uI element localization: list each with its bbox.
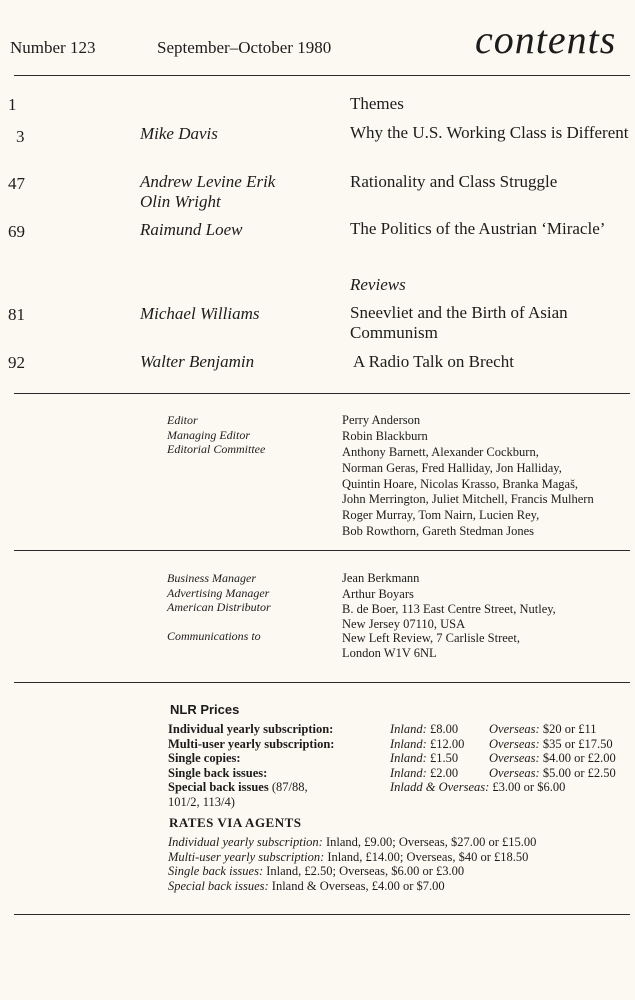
price-row [168,780,632,810]
divider [14,75,630,76]
toc-page-number: 92 [8,353,25,372]
agent-rate-label: Single back issues: [168,864,264,878]
page-title: contents [475,17,617,62]
overseas-price: $35 or £17.50 [542,737,613,751]
toc-page-number: 81 [8,305,25,324]
agent-rate-label: Multi-user yearly subscription: [168,850,325,864]
overseas-price: $5.00 or £2.50 [542,766,616,780]
overseas-label: Overseas: [489,751,540,765]
toc-page-number: 69 [8,222,25,241]
inland-price: £8.00 [429,722,459,736]
agent-rate-value: Inland, £14.00; Overseas, $40 or £18.50 [327,850,529,864]
distributor-address: New Jersey 07110, USA [342,617,466,631]
communications-address: London W1V 6NL [342,646,437,660]
toc-author: Andrew Levine Erik Olin Wright [140,172,276,211]
price-row [168,737,632,752]
distributor-address: B. de Boer, 113 East Centre Street, Nutley, [342,602,556,616]
toc-page-number: 1 [8,95,17,114]
divider [14,550,630,551]
managing-editor-name: Robin Blackburn [342,429,428,443]
advertising-manager-label: Advertising Manager [167,586,270,600]
price-row [168,751,632,766]
agent-rate-value: Inland, £9.00; Overseas, $27.00 or £15.00 [325,835,537,849]
inland-price: £1.50 [429,751,459,765]
toc-page-number: 3 [16,127,25,146]
price-label: Single copies: [168,751,241,765]
issue-date: September–October 1980 [157,38,332,57]
editor-name: Perry Anderson [342,413,421,427]
agent-rate-row [168,850,632,865]
inland-label: Inland: [390,737,427,751]
price-label: Multi-user yearly subscription: [168,737,335,751]
price-label: Individual yearly subscription: [168,722,334,736]
agent-rate-value: Inland & Overseas, £4.00 or $7.00 [271,879,445,893]
business-manager-label: Business Manager [167,571,256,585]
overseas-price: $4.00 or £2.00 [542,751,616,765]
issue-number: Number 123 [10,38,96,57]
advertising-manager-name: Arthur Boyars [342,587,414,601]
committee-line: Quintin Hoare, Nicolas Krasso, Branka Magaš, [342,477,579,491]
toc-title[interactable]: Sneevliet and the Birth of Asian Communism [350,303,568,342]
committee-line: Norman Geras, Fred Halliday, Jon Halliday, [342,461,562,475]
communications-label: Communications to [167,629,261,643]
divider [14,393,630,394]
overseas-label: Overseas: [489,766,540,780]
price-row [168,722,632,737]
committee-line: Roger Murray, Tom Nairn, Lucien Rey, [342,508,540,522]
communications-address: New Left Review, 7 Carlisle Street, [342,631,520,645]
divider [14,914,630,915]
toc-author: Raimund Loew [140,220,243,239]
committee-line: Anthony Barnett, Alexander Cockburn, [342,445,539,459]
price-row [168,766,632,781]
agent-rate-row [168,835,632,850]
price-label: Special back issues [168,780,269,794]
inland-label: Inland: [390,751,427,765]
toc-title[interactable]: A Radio Talk on Brecht [353,352,514,371]
inland-label: Inland: [390,766,427,780]
toc-title[interactable]: The Politics of the Austrian ‘Miracle’ [350,219,606,238]
american-distributor-label: American Distributor [167,600,271,614]
agent-rate-row [168,879,632,894]
toc-title[interactable]: Themes [350,94,404,113]
price-label: Single back issues: [168,766,268,780]
inland-label: Inland: [390,722,427,736]
toc-title[interactable]: Why the U.S. Working Class is Different [350,123,629,142]
inland-price: £12.00 [429,737,465,751]
agents-heading: RATES VIA AGENTS [169,815,302,830]
overseas-label: Overseas: [489,722,540,736]
committee-line: Bob Rowthorn, Gareth Stedman Jones [342,524,534,538]
special-price: £3.00 or $6.00 [492,780,566,794]
toc-page-number: 47 [8,174,25,193]
agent-rate-value: Inland, £2.50; Overseas, $6.00 or £3.00 [266,864,465,878]
overseas-label: Overseas: [489,737,540,751]
agent-rate-row [168,864,632,879]
inland-price: £2.00 [429,766,459,780]
editorial-committee-label: Editorial Committee [167,442,266,456]
editor-label: Editor [167,413,198,427]
agent-rate-label: Individual yearly subscription: [168,835,323,849]
business-manager-name: Jean Berkmann [342,571,420,585]
overseas-price: $20 or £11 [542,722,597,736]
price-label-note: (87/88, [271,780,308,794]
inland-overseas-label: Inladd & Overseas: [390,780,490,794]
price-label-note: 101/2, 113/4) [168,795,235,809]
agent-rate-label: Special back issues: [168,879,269,893]
toc-author: Michael Williams [140,304,260,323]
divider [14,682,630,683]
toc-title[interactable]: Rationality and Class Struggle [350,172,558,191]
committee-line: John Merrington, Juliet Mitchell, Francis Mulhern [342,492,594,506]
toc-author: Mike Davis [140,124,218,143]
prices-heading: NLR Prices [170,702,240,717]
managing-editor-label: Managing Editor [167,428,250,442]
toc-author: Walter Benjamin [140,352,255,371]
toc-section-heading: Reviews [350,275,406,294]
